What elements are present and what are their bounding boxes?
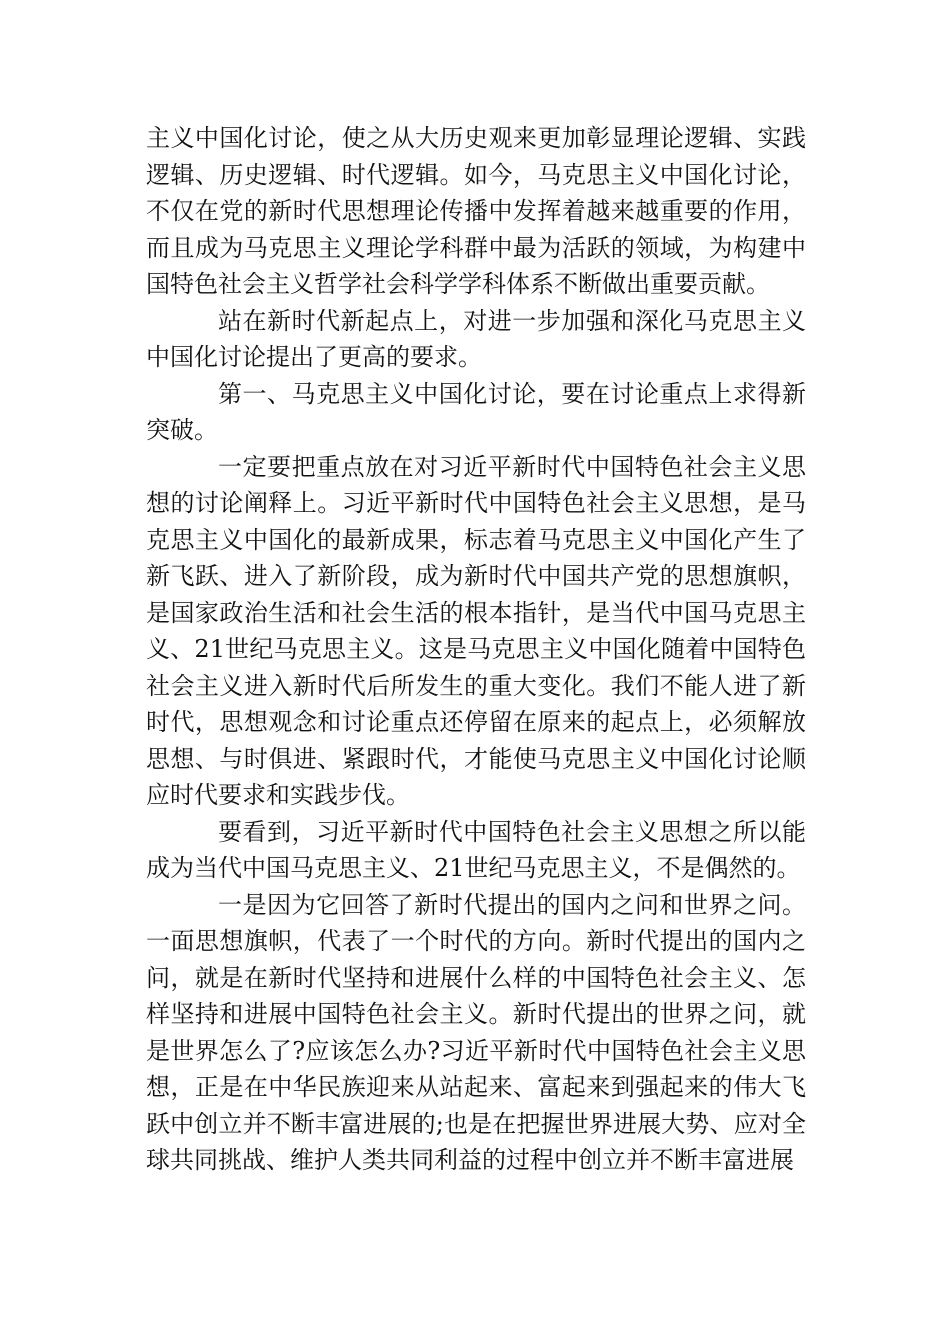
paragraph-2: 站在新时代新起点上，对进一步加强和深化马克思主义中国化讨论提出了更高的要求。 (146, 306, 806, 371)
paragraph-1: 主义中国化讨论，使之从大历史观来更加彰显理论逻辑、实践逻辑、历史逻辑、时代逻辑。如今，马克思主义中国化讨论，不仅在党的新时代思想理论传播中发挥着越来越重要的作用，而且成为马克思主义理论学科群中最为活跃的领域，为构建中国特色社会主义哲学社会科学学科体系不断做出重要贡献。 (146, 124, 806, 298)
paragraph-4: 一定要把重点放在对习近平新时代中国特色社会主义思想的讨论阐释上。习近平新时代中国特色社会主义思想，是马克思主义中国化的最新成果，标志着马克思主义中国化产生了新飞跃、进入了新阶段，成为新时代中国共产党的思想旗帜，是国家政治生活和社会生活的根本指针，是当代中国马克思主义、21世纪马克思主义。这是马克思主义中国化随着中国特色社会主义进入新时代后所发生的重大变化。我们不能人进了新时代，思想观念和讨论重点还停留在原来的起点上，必须解放思想、与时俱进、紧跟时代，才能使马克思主义中国化讨论顺应时代要求和实践步伐。 (146, 452, 806, 809)
document-page (146, 120, 806, 1179)
paragraph-6: 一是因为它回答了新时代提出的国内之问和世界之问。一面思想旗帜，代表了一个时代的方向。新时代提出的国内之问，就是在新时代坚持和进展什么样的中国特色社会主义、怎样坚持和进展中国特色社会主义。新时代提出的世界之问，就是世界怎么了?应该怎么办?习近平新时代中国特色社会主义思想，正是在中华民族迎来从站起来、富起来到强起来的伟大飞跃中创立并不断丰富进展的;也是在把握世界进展大势、应对全球共同挑战、维护人类共同利益的过程中创立并不断丰富进展 (146, 890, 806, 1174)
paragraph-3: 第一、马克思主义中国化讨论，要在讨论重点上求得新突破。 (146, 379, 806, 444)
paragraph-5: 要看到，习近平新时代中国特色社会主义思想之所以能成为当代中国马克思主义、21世纪马克思主义，不是偶然的。 (146, 817, 806, 882)
